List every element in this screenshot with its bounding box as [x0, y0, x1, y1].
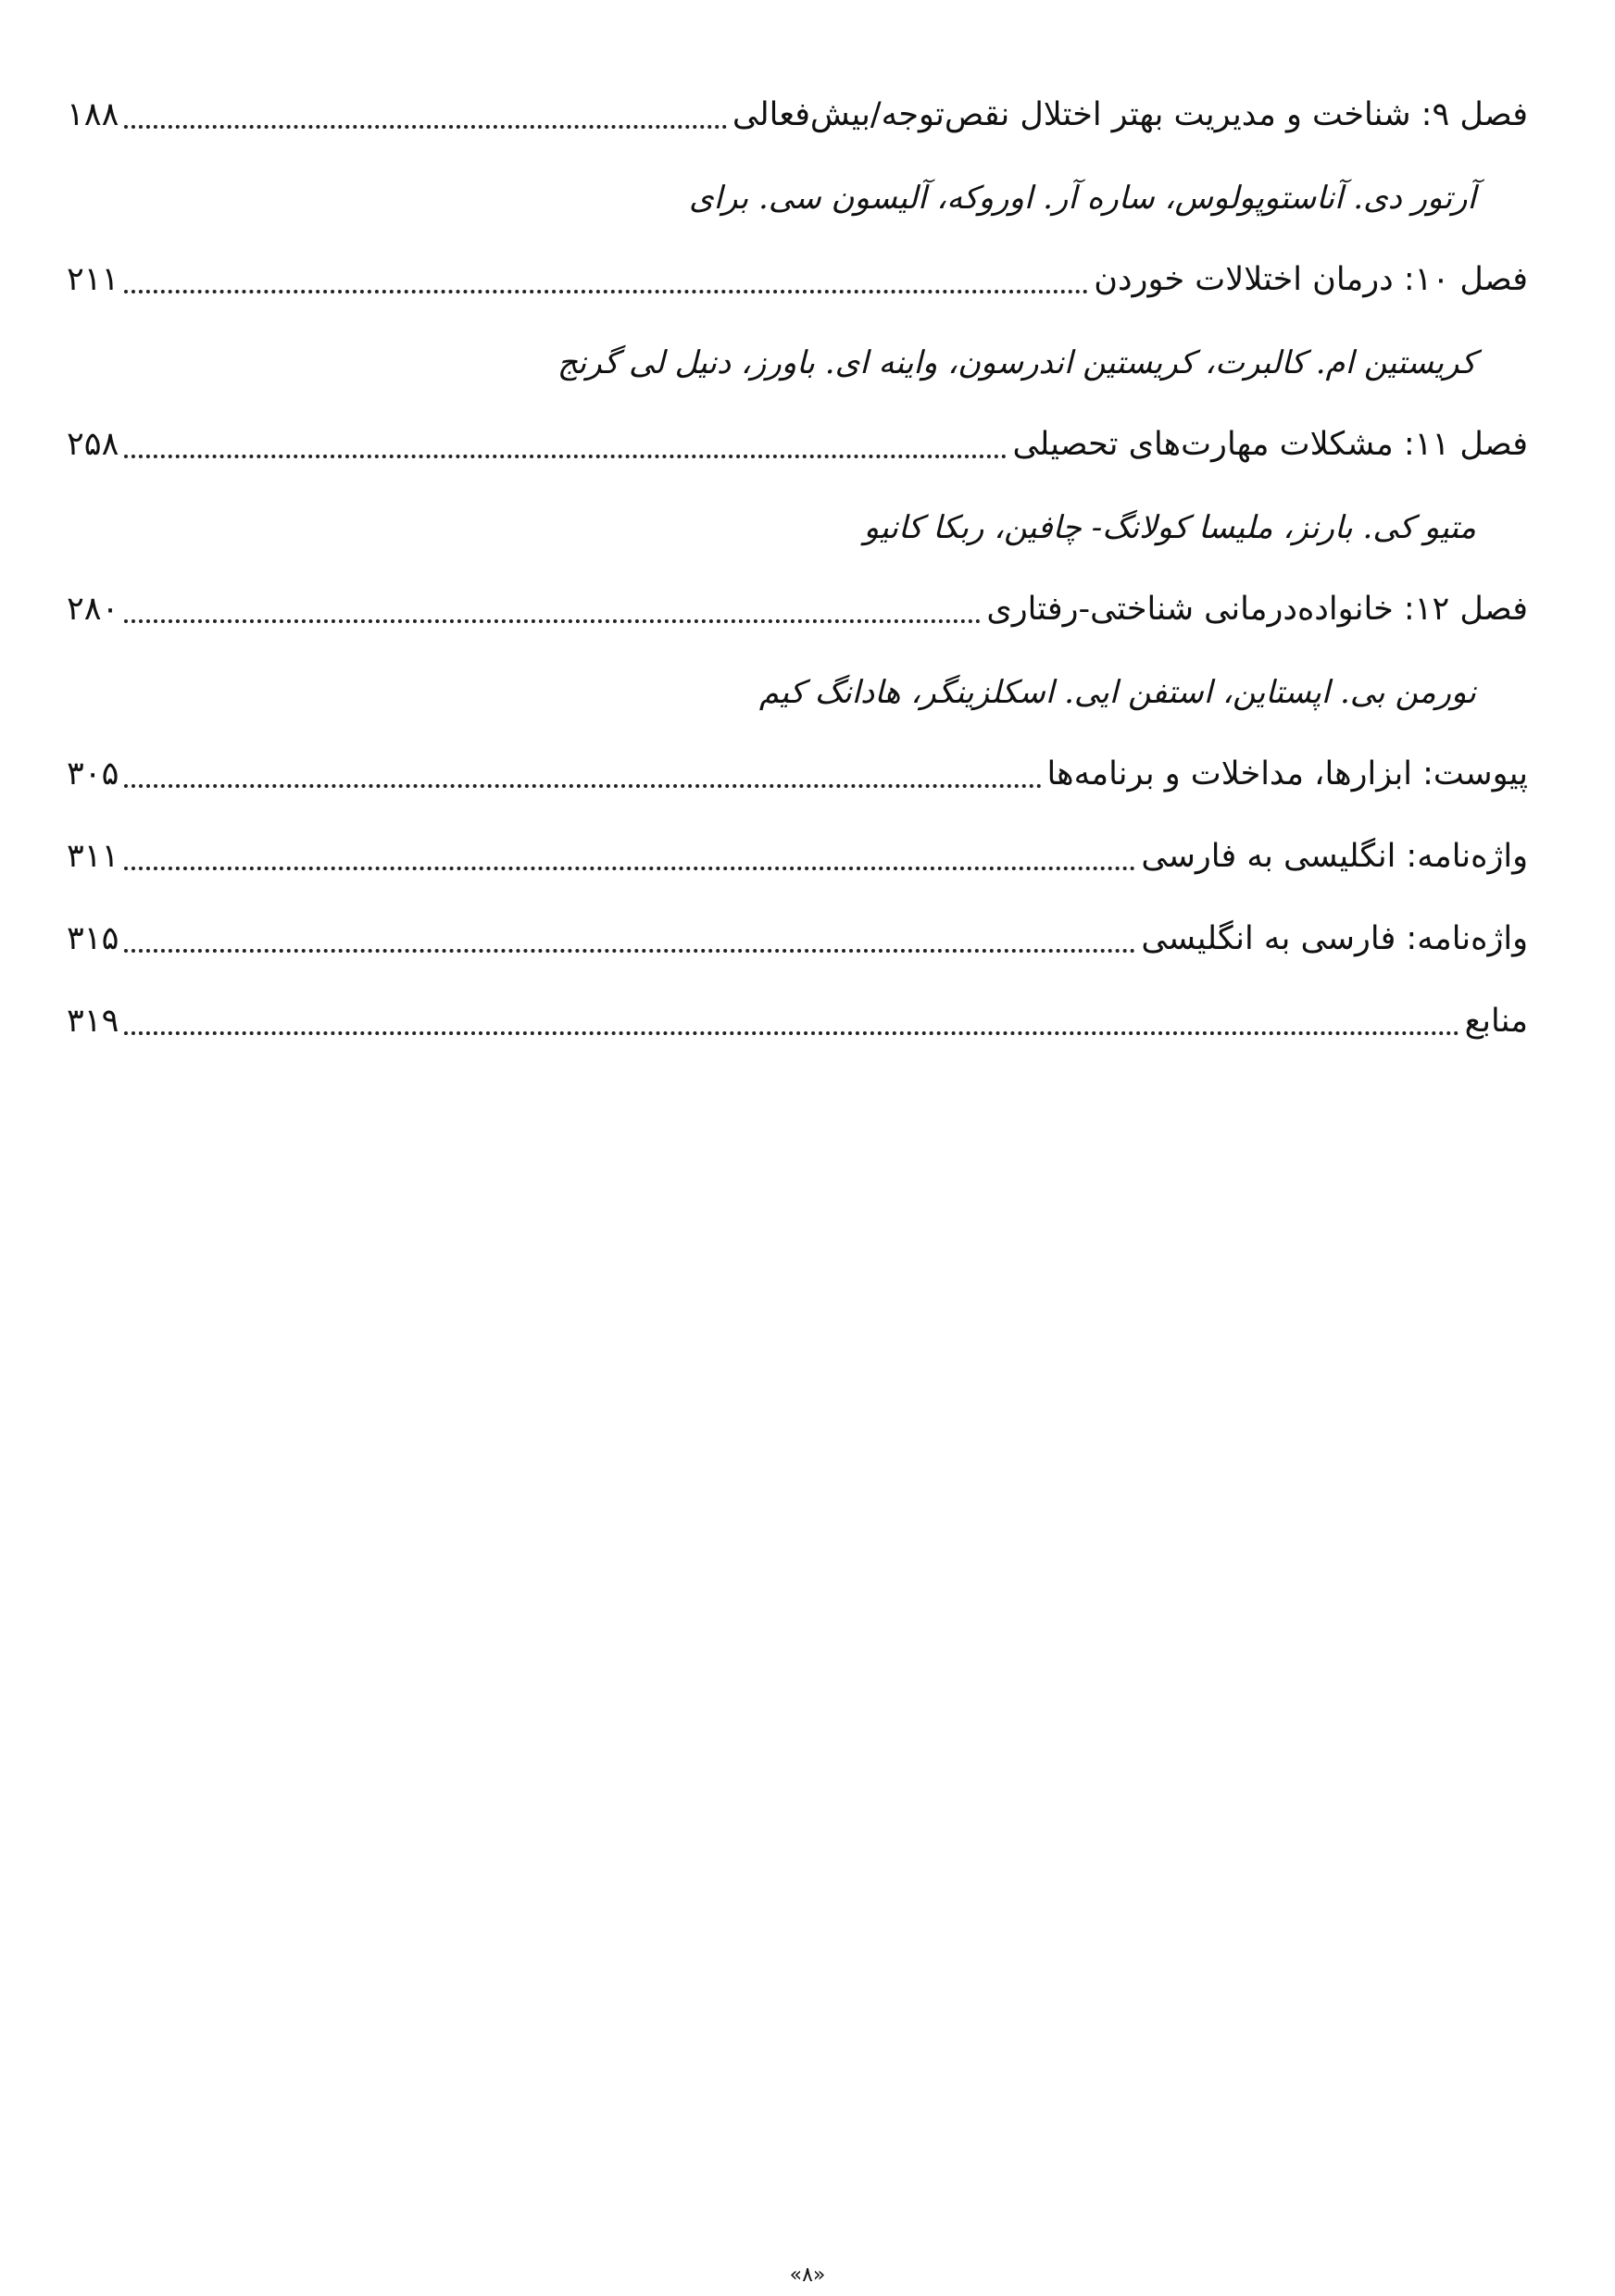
page-number-footer: «۸» — [789, 2264, 826, 2287]
toc-entry-page-number: ۲۵۸ — [67, 426, 119, 463]
toc-entry-authors-chapter-12 — [67, 651, 1528, 733]
dot-leader — [124, 784, 1041, 788]
toc-entry-title: واژه‌نامه: فارسی به انگلیسی — [1141, 920, 1528, 957]
dot-leader — [124, 125, 726, 129]
toc-entry-page-number: ۳۱۱ — [67, 838, 119, 875]
table-of-contents — [67, 74, 1528, 1063]
toc-entry-authors-chapter-9 — [67, 156, 1528, 239]
toc-entry-title: فصل ۱۲: خانواده‌درمانی شناختی-رفتاری — [986, 591, 1528, 628]
dot-leader — [124, 455, 1007, 458]
toc-entry-title: منابع — [1464, 1003, 1528, 1040]
toc-entry-glossary-fa-en[interactable] — [67, 898, 1528, 980]
dot-leader — [124, 619, 981, 623]
toc-entry-chapter-12[interactable] — [67, 568, 1528, 651]
toc-entry-authors-chapter-10 — [67, 321, 1528, 404]
toc-entry-title: واژه‌نامه: انگلیسی به فارسی — [1141, 838, 1528, 875]
toc-entry-page-number: ۲۸۰ — [67, 591, 119, 628]
toc-entry-appendix[interactable] — [67, 733, 1528, 816]
toc-entry-glossary-en-fa[interactable] — [67, 816, 1528, 898]
authors-text: نورمن بی. اپستاین، استفن ایی. اسکلزینگر، هادانگ کیم — [758, 673, 1476, 711]
toc-entry-chapter-10[interactable] — [67, 239, 1528, 321]
dot-leader — [124, 949, 1135, 953]
toc-entry-page-number: ۳۱۵ — [67, 920, 119, 957]
dot-leader — [124, 867, 1135, 870]
authors-text: آرتور دی. آناستوپولوس، ساره آر. اوروکه، آلیسون سی. برای — [688, 179, 1476, 217]
toc-entry-page-number: ۳۱۹ — [67, 1003, 119, 1040]
dot-leader — [124, 290, 1088, 293]
toc-entry-title: فصل ۱۰: درمان اختلالات خوردن — [1094, 261, 1528, 298]
toc-entry-title: فصل ۱۱: مشکلات مهارت‌های تحصیلی — [1012, 426, 1528, 463]
toc-entry-title: پیوست: ابزارها، مداخلات و برنامه‌ها — [1046, 755, 1528, 792]
dot-leader — [124, 1031, 1459, 1035]
authors-text: متیو کی. بارنز، ملیسا کولانگ- چافین، ربکا کانیو — [863, 508, 1476, 546]
toc-entry-page-number: ۱۸۸ — [67, 96, 119, 133]
toc-entry-authors-chapter-11 — [67, 486, 1528, 568]
authors-text: کریستین ام. کالبرت، کریستین اندرسون، واینه ای. باورز، دنیل لی گرنج — [557, 343, 1476, 381]
toc-entry-page-number: ۳۰۵ — [67, 755, 119, 792]
toc-entry-references[interactable] — [67, 980, 1528, 1063]
toc-entry-title: فصل ۹: شناخت و مدیریت بهتر اختلال نقص‌توجه/بیش‌فعالی — [732, 96, 1528, 133]
toc-entry-chapter-9[interactable] — [67, 74, 1528, 156]
toc-entry-chapter-11[interactable] — [67, 404, 1528, 486]
toc-entry-page-number: ۲۱۱ — [67, 261, 119, 298]
